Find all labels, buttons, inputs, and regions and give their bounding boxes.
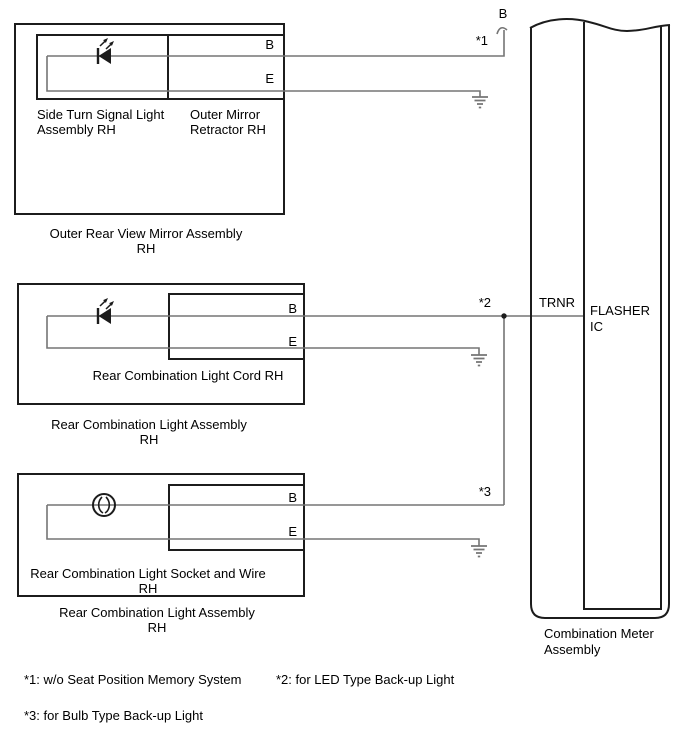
footnote-2: *2: for LED Type Back-up Light (276, 672, 455, 687)
terminal-b-label: B (288, 490, 297, 505)
caption-combination-meter: Combination Meter Assembly (544, 626, 654, 657)
terminal-b-label: B (265, 37, 274, 52)
ref3-label: *3 (478, 484, 491, 499)
terminal-e-label: E (288, 524, 297, 539)
terminal-e-label: E (288, 334, 297, 349)
part-label-rear-light-cord: Rear Combination Light Cord RH (92, 368, 284, 383)
power-b-label: B (498, 6, 508, 21)
caption-rear-combination-assembly: Rear Combination Light Assembly RH (59, 605, 255, 635)
footnote-1: *1: w/o Seat Position Memory System (24, 672, 242, 687)
junction-dot-icon (501, 313, 506, 318)
flasher-ic-label: FLASHER IC (590, 303, 650, 334)
mirror-inner-divider (167, 34, 169, 100)
terminal-b-label: B (288, 301, 297, 316)
part-label-rear-light-socket: Rear Combination Light Socket and Wire RH (30, 566, 266, 596)
terminal-trnr-label: TRNR (538, 295, 576, 310)
meter-break-wave-icon (530, 19, 670, 31)
part-label-mirror-retractor: Outer Mirror Retractor RH (190, 107, 266, 137)
ref1-label: *1 (475, 33, 488, 48)
offpage-connector-icon (497, 28, 507, 34)
part-label-side-turn-signal: Side Turn Signal Light Assembly RH (37, 107, 165, 137)
footnote-3: *3: for Bulb Type Back-up Light (24, 708, 203, 723)
caption-mirror-assembly: Outer Rear View Mirror Assembly RH (49, 226, 243, 256)
ground-icon (471, 546, 487, 557)
terminal-e-label: E (265, 71, 274, 86)
ref2-label: *2 (478, 295, 491, 310)
ground-icon (471, 355, 487, 366)
ground-icon (472, 97, 488, 108)
caption-rear-combination-assembly: Rear Combination Light Assembly RH (51, 417, 247, 447)
